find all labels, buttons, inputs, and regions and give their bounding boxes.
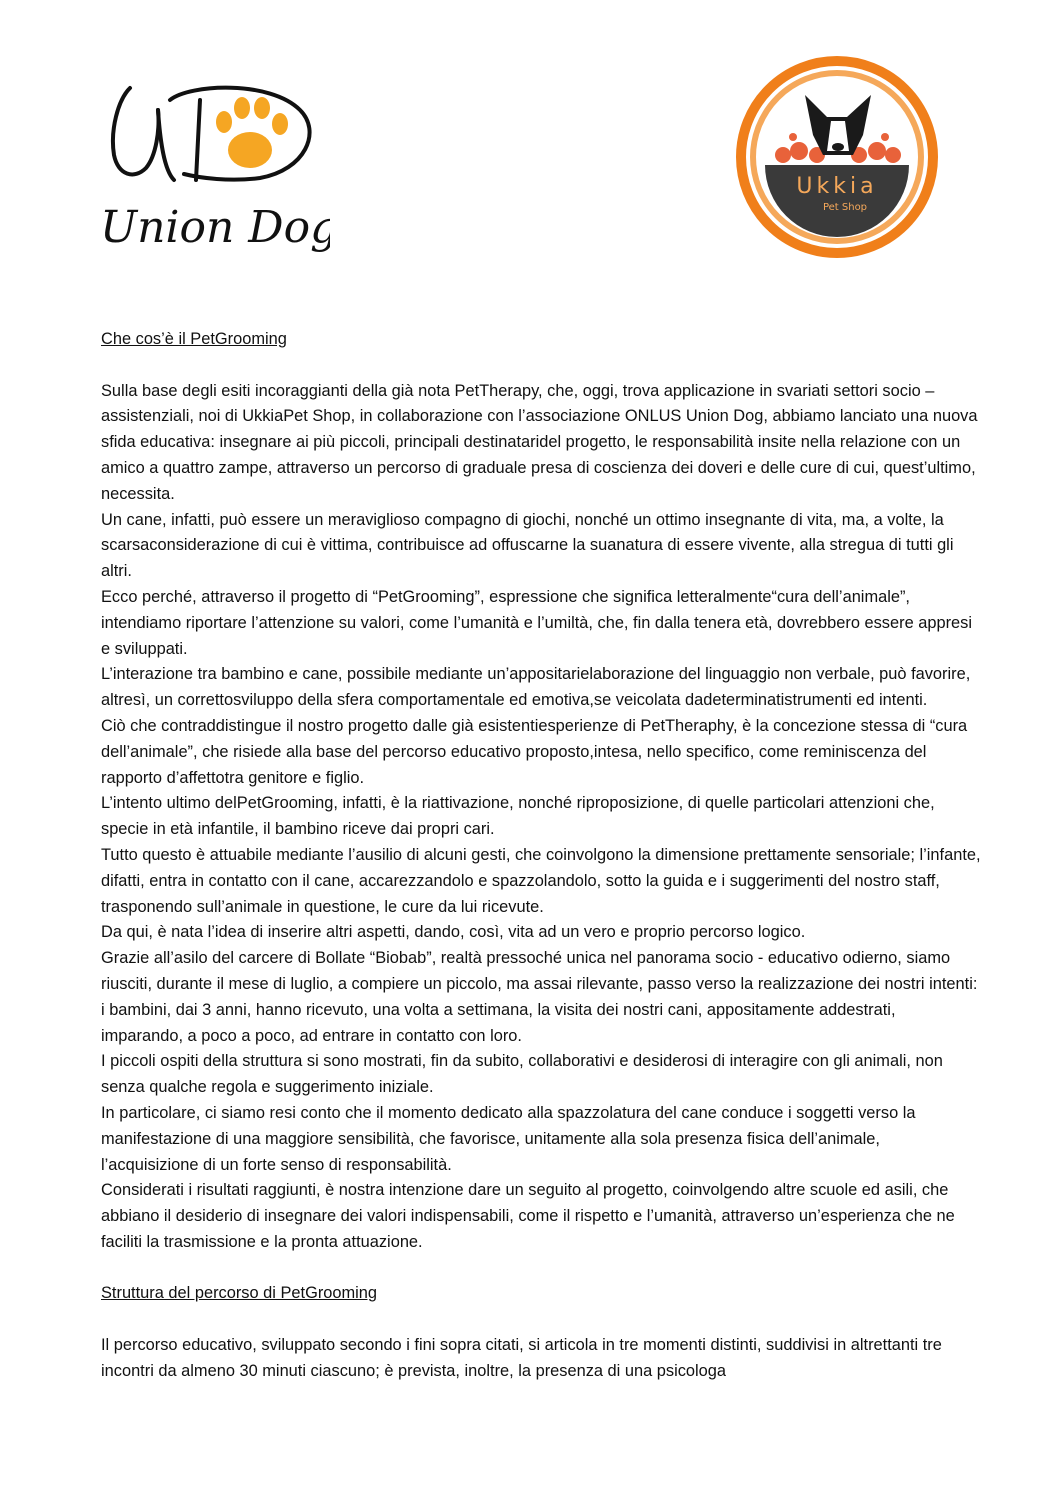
paragraph: Considerati i risultati raggiunti, è nostra intenzione dare un seguito al progetto, coinvolgendo altre scuole ed asili, che abbiano il desiderio di insegnare dei valori indispensabili, come il rispetto e l’umanità, attraverso un’esperienza che ne faciliti la trasmissione e la pronta attuazione. [101, 1181, 955, 1251]
ukkia-logo-text: Ukkia [796, 174, 878, 199]
section-heading-what-is: Che cos’è il PetGrooming [101, 330, 287, 348]
paragraph: Grazie all’asilo del carcere di Bollate “Biobab”, realtà pressoché unica nel panorama socio - educativo odierno, siamo riusciti, durante il mese di luglio, a compiere un piccolo, ma assai rilevante, passo verso la realizzazione dei nostri intenti: i bambini, dai 3 anni, hanno ricevuto, una volta a settimana, la visita dei nostri cani, appositamente addestrati, imparando, a poco a poco, ad entrare in contatto con loro. [101, 949, 978, 1045]
paragraph: Il percorso educativo, sviluppato secondo i fini sopra citati, si articola in tre momenti distinti, suddivisi in altrettanti tre incontri da almeno 30 minuti ciascuno; è prevista, inoltre, la presenza di una psicologa [101, 1336, 942, 1380]
paragraph: L’interazione tra bambino e cane, possibile mediante un’appositarielaborazione del linguaggio non verbale, può favorire, altresì, un correttosviluppo della sfera comportamentale ed emotiva,se veicolata dadeterminatistrumenti ed intenti. [101, 665, 971, 710]
paragraph: Tutto questo è attuabile mediante l’ausilio di alcuni gesti, che coinvolgono la dimensione prettamente sensoriale; l’infante, difatti, entra in contatto con il cane, accarezzandolo e spazzolandolo, sotto la guida e i suggerimenti del nostro staff, trasponendo sull’animale in questione, le cure da lui ricevute. [101, 845, 981, 916]
paragraph: Un cane, infatti, può essere un meraviglioso compagno di giochi, nonché un ottimo insegnante di vita, ma, a volte, la scarsaconsiderazione di cui è vittima, contribuisce ad offuscarne la suanatura di essere vivente, alla stregua di tutti gli altri. [101, 510, 954, 581]
paragraph: I piccoli ospiti della struttura si sono mostrati, fin da subito, collaborativi e desiderosi di interagire con gli animali, non senza qualche regola e suggerimento iniziale. [101, 1052, 943, 1097]
union-dog-logo-icon [100, 70, 330, 260]
document-body [101, 327, 981, 1385]
pet-shop-logo-text: Pet Shop [822, 202, 868, 213]
paragraph: Da qui, è nata l’idea di inserire altri aspetti, dando, così, vita ad un vero e proprio percorso logico. [101, 923, 806, 942]
paragraph: In particolare, ci siamo resi conto che il momento dedicato alla spazzolatura del cane conduce i soggetti verso la manifestazione di una maggiore sensibilità, che favorisce, unitamente alla sola presenza fisica dell’animale, l’acquisizione di un forte senso di responsabilità. [101, 1103, 916, 1174]
union-dog-logo [100, 70, 330, 260]
paragraph: Ecco perché, attraverso il progetto di “PetGrooming”, espressione che significa letteralmente“cura dell’animale”, intendiamo riportare l’attenzione su valori, come l’umanità e l’umiltà, che, fin dalla tenera età, dovrebbero essere appresi e sviluppati. [101, 587, 972, 658]
paragraph: L’intento ultimo delPetGrooming, infatti, è la riattivazione, nonché riproposizione, di quelle particolari attenzioni che, specie in età infantile, il bambino riceve dai propri cari. [101, 794, 935, 839]
union-dog-logo-text: Union Dog [100, 202, 330, 253]
paragraph: Sulla base degli esiti incoraggianti della già nota PetTherapy, che, oggi, trova applicazione in svariati settori socio – assistenziali, noi di UkkiaPet Shop, in collaborazione con l’associazione ONLUS Union Dog, abbiamo lanciato una nuova sfida educativa: insegnare ai più piccoli, principali destinataridel progetto, le responsabilità insite nella relazione con un amico a quattro zampe, attraverso un percorso di graduale presa di coscienza dei doveri e delle cure di cui, quest’ultimo, necessita. [101, 381, 978, 503]
paw-icon [216, 97, 288, 168]
paragraph: Ciò che contraddistingue il nostro progetto dalle già esistentiesperienze di PetTheraphy, è la concezione stessa di “cura dell’animale”, che risiede alla base del percorso educativo proposto,intesa, nello specifico, come reminiscenza del rapporto d’affettotra genitore e figlio. [101, 716, 968, 787]
section-structure-paragraphs [101, 1333, 981, 1385]
ukkia-pet-shop-logo [735, 55, 940, 260]
section-what-is-paragraphs [101, 379, 981, 1256]
section-heading-structure: Struttura del percorso di PetGrooming [101, 1284, 378, 1303]
ukkia-pet-shop-logo-icon [735, 55, 940, 260]
